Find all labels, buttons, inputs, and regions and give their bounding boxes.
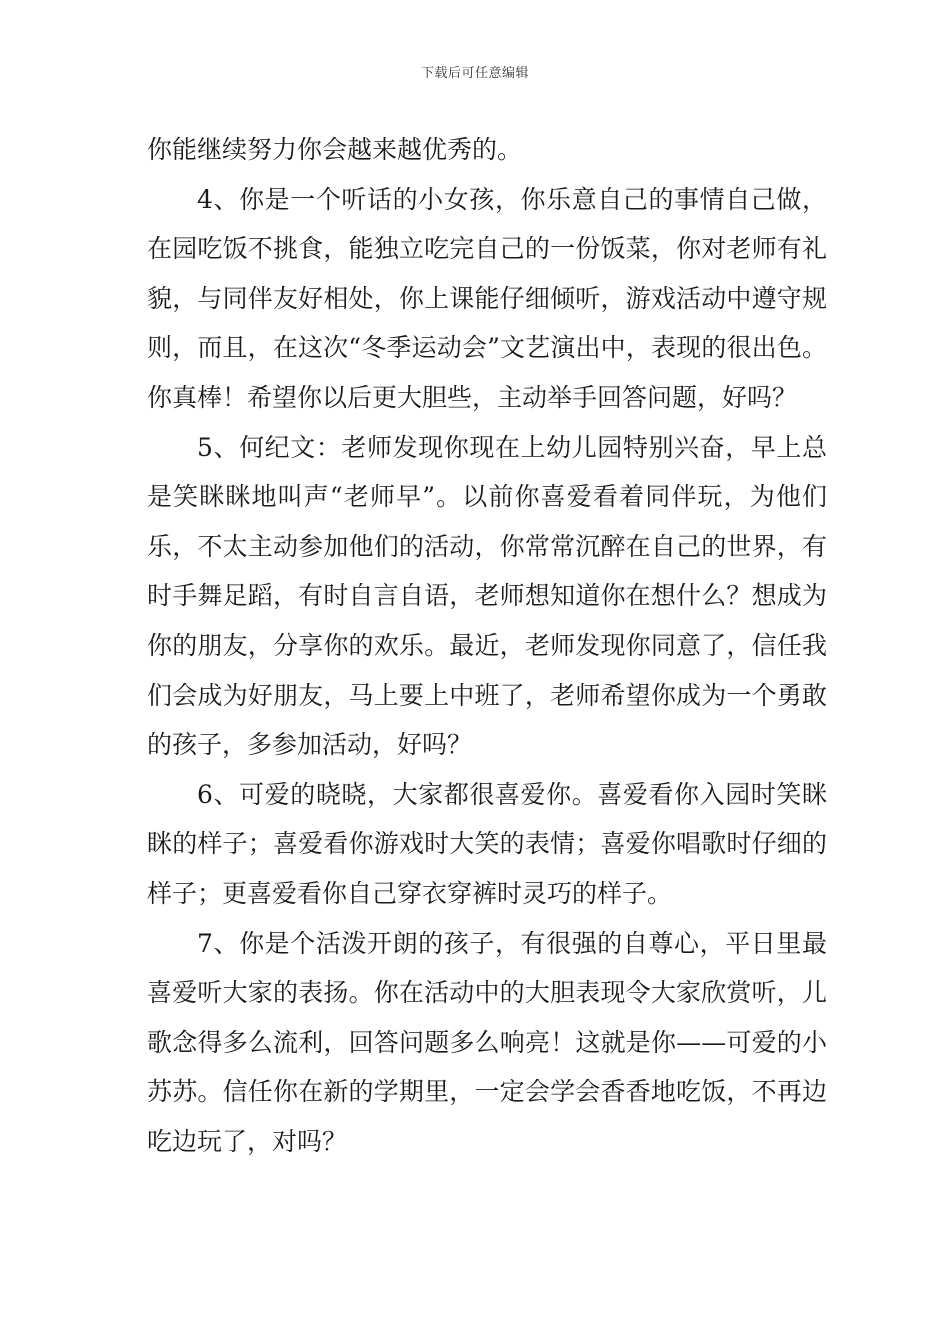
paragraph-continuation: 你能继续努力你会越来越优秀的。	[147, 135, 523, 164]
paragraph-item-7: 7、你是个活泼开朗的孩子，有很强的自尊心，平日里最喜爱听大家的表扬。你在活动中的大胆表现令大家欣赏听，儿歌念得多么流利，回答问题多么响亮！这就是你——可爱的小苏苏。信任你在新的学期里，一定会学会香香地吃饭，不再边吃边玩了，对吗？	[147, 928, 827, 1156]
page-header: 下载后可任意编辑	[420, 66, 529, 81]
paragraph-item-4: 4、你是一个听话的小女孩，你乐意自己的事情自己做，在园吃饭不挑食，能独立吃完自己的一份饭菜，你对老师有礼貌，与同伴友好相处，你上课能仔细倾听，游戏活动中遵守规则，而且，在这次“冬季运动会”文艺演出中，表现的很出色。你真棒！希望你以后更大胆些，主动举手回答问题，好吗？	[147, 184, 827, 412]
paragraph-item-5: 5、何纪文：老师发现你现在上幼儿园特别兴奋，早上总是笑眯眯地叫声“老师早”。以前你喜爱看着同伴玩，为他们乐，不太主动参加他们的活动，你常常沉醉在自己的世界，有时手舞足蹈，有时自言自语，老师想知道你在想什么？想成为你的朋友，分享你的欢乐。最近，老师发现你同意了，信任我们会成为好朋友，马上要上中班了，老师希望你成为一个勇敢的孩子，多参加活动，好吗？	[147, 432, 827, 760]
document-body	[147, 125, 827, 1166]
paragraph-item-6: 6、可爱的晓晓，大家都很喜爱你。喜爱看你入园时笑眯眯的样子；喜爱看你游戏时大笑的表情；喜爱你唱歌时仔细的样子；更喜爱看你自己穿衣穿裤时灵巧的样子。	[147, 779, 827, 908]
